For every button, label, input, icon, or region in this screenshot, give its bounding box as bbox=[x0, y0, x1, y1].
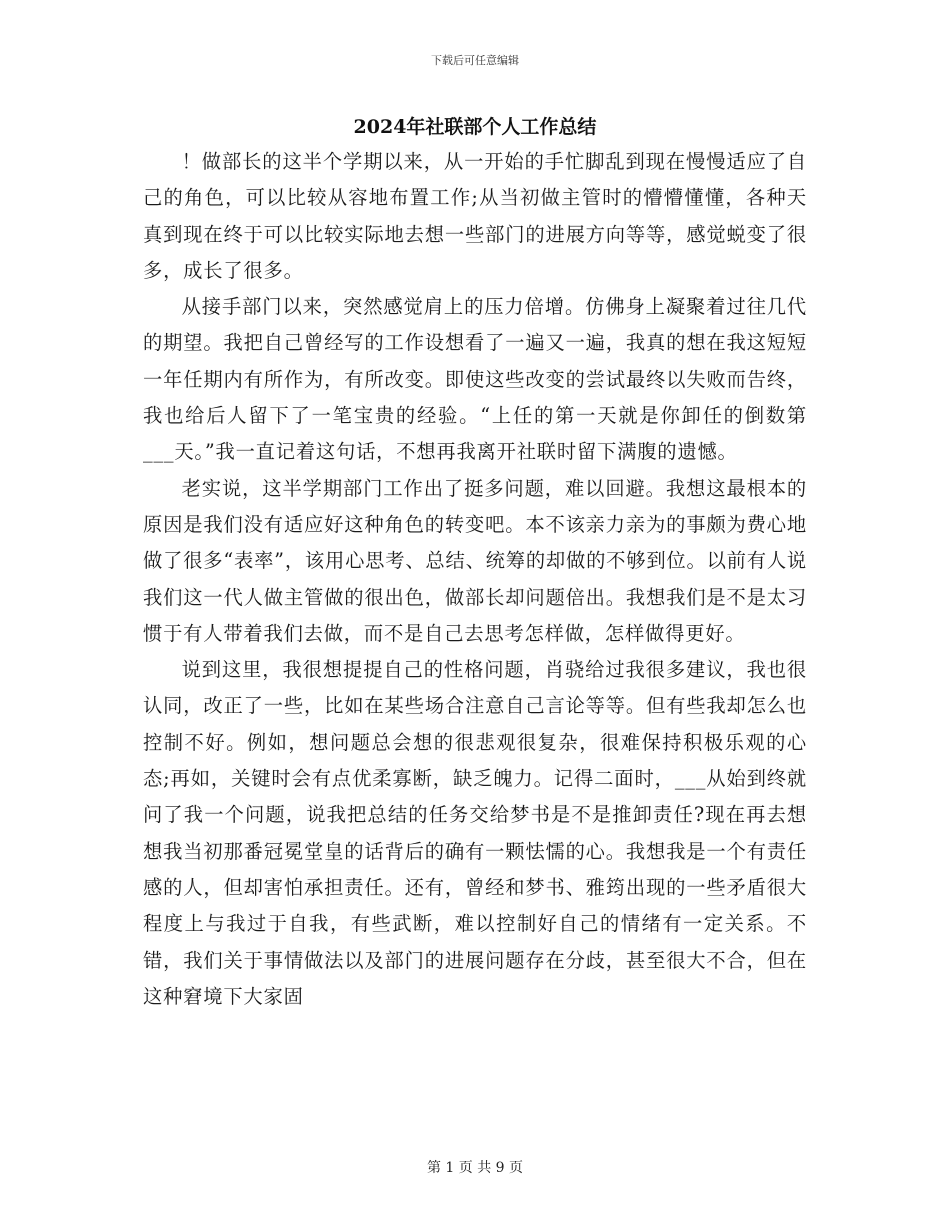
document-title: 2024年社联部个人工作总结 bbox=[353, 116, 597, 138]
header-note: 下载后可任意编辑 bbox=[431, 54, 519, 67]
page-number: 第 1 页 共 9 页 bbox=[426, 1160, 524, 1176]
paragraph-2: 从接手部门以来，突然感觉肩上的压力倍增。仿佛身上凝聚着过往几代的期望。我把自己曾经写的工作设想看了一遍又一遍，我真的想在我这短短一年任期内有所作为，有所改变。即使这些改变的尝试最终以失败而告终，我也给后人留下了一笔宝贵的经验。“上任的第一天就是你卸任的倒数第___天。”我一直记着这句话，不想再我离开社联时留下满腹的遗憾。 bbox=[143, 295, 807, 464]
document-body bbox=[143, 144, 807, 1015]
paragraph-1: ！做部长的这半个学期以来，从一开始的手忙脚乱到现在慢慢适应了自己的角色，可以比较从容地布置工作;从当初做主管时的懵懵懂懂，各种天真到现在终于可以比较实际地去想一些部门的进展方向等等，感觉蜕变了很多，成长了很多。 bbox=[143, 150, 807, 282]
paragraph-4: 说到这里，我很想提提自己的性格问题，肖骁给过我很多建议，我也很认同，改正了一些，比如在某些场合注意自己言论等等。但有些我却怎么也控制不好。例如，想问题总会想的很悲观很复杂，很难保持积极乐观的心态;再如，关键时会有点优柔寡断，缺乏魄力。记得二面时，___从始到终就问了我一个问题，说我把总结的任务交给梦书是不是推卸责任?现在再去想想我当初那番冠冕堂皇的话背后的确有一颗怯懦的心。我想我是一个有责任感的人，但却害怕承担责任。还有，曾经和梦书、雅筠出现的一些矛盾很大程度上与我过于自我，有些武断，难以控制好自己的情绪有一定关系。不错，我们关于事情做法以及部门的进展问题存在分歧，甚至很大不合，但在这种窘境下大家固 bbox=[143, 658, 807, 1008]
paragraph-3: 老实说，这半学期部门工作出了挺多问题，难以回避。我想这最根本的原因是我们没有适应好这种角色的转变吧。本不该亲力亲为的事颇为费心地做了很多“表率”，该用心思考、总结、统筹的却做的不够到位。以前有人说我们这一代人做主管做的很出色，做部长却问题倍出。我想我们是不是太习惯于有人带着我们去做，而不是自己去思考怎样做，怎样做得更好。 bbox=[143, 476, 807, 645]
